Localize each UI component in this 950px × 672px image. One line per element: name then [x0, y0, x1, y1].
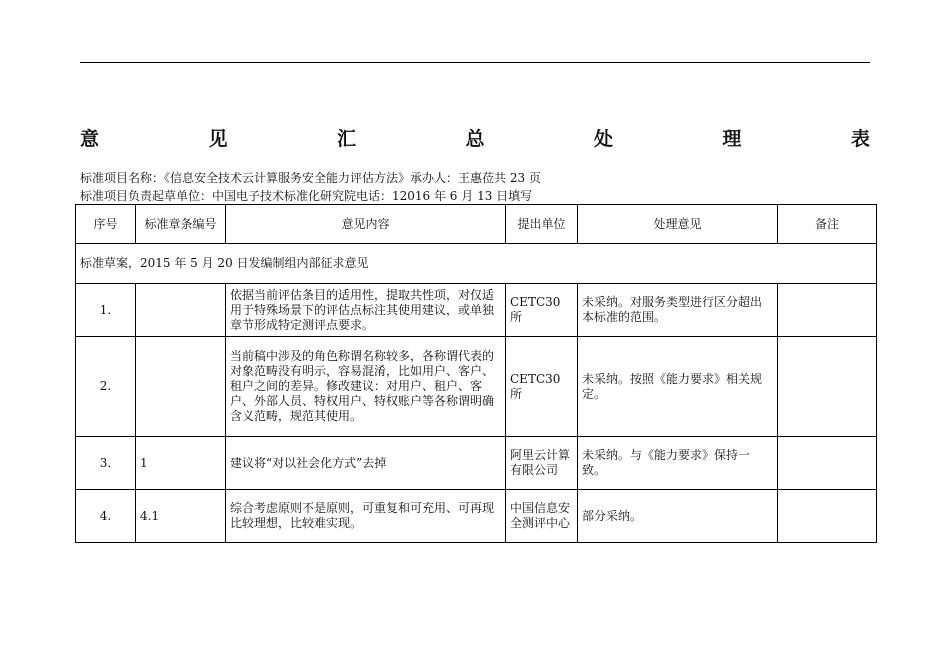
- project-name-line: 标准项目名称：《信息安全技术云计算服务安全能力评估方法》承办人：王惠莅共 23 页: [80, 171, 541, 185]
- page-title: [80, 124, 870, 151]
- row-seq: 2.: [76, 337, 136, 437]
- title-char: 处: [593, 128, 613, 150]
- section-label: 标准草案，2015 年 5 月 20 日发编制组内部征求意见: [76, 244, 877, 284]
- row-unit: 阿里云计算有限公司: [506, 437, 578, 490]
- row-unit: CETC30 所: [506, 337, 578, 437]
- title-char: 汇: [336, 128, 356, 150]
- row-opinion: 未采纳。对服务类型进行区分超出本标准的范围。: [578, 284, 778, 337]
- title-char: 见: [208, 128, 228, 150]
- header-opinion: 处理意见: [578, 205, 778, 244]
- section-row: [76, 244, 877, 284]
- row-content: 综合考虑原则不是原则，可重复和可充用、可再现比较理想，比较难实现。: [226, 490, 506, 543]
- row-chapter: 1: [136, 437, 226, 490]
- row-content: 当前稿中涉及的角色称谓名称较多，各称谓代表的对象范畴没有明示，容易混淆，比如用户、客户、租户之间的差异。修改建议：对用户、租户、客户、外部人员、特权用户、特权账户等各称谓明确含义范畴，规范其使用。: [226, 337, 506, 437]
- row-note: [778, 490, 877, 543]
- title-char: 意: [80, 128, 100, 150]
- row-opinion: 未采纳。按照《能力要求》相关规定。: [578, 337, 778, 437]
- row-chapter: 4.1: [136, 490, 226, 543]
- header-seq: 序号: [76, 205, 136, 244]
- comments-table: [75, 204, 877, 543]
- table-row: [76, 490, 877, 543]
- table-header-row: [76, 205, 877, 244]
- table-row: [76, 437, 877, 490]
- title-char: 理: [722, 128, 742, 150]
- row-chapter: [136, 284, 226, 337]
- row-seq: 1.: [76, 284, 136, 337]
- top-rule: [80, 62, 870, 63]
- header-chapter: 标准章条编号: [136, 205, 226, 244]
- row-opinion: 部分采纳。: [578, 490, 778, 543]
- row-unit: 中国信息安全测评中心: [506, 490, 578, 543]
- table-row: [76, 284, 877, 337]
- row-content: 建议将“对以社会化方式”去掉: [226, 437, 506, 490]
- row-seq: 3.: [76, 437, 136, 490]
- title-char: 表: [850, 128, 870, 150]
- row-opinion: 未采纳。与《能力要求》保持一致。: [578, 437, 778, 490]
- row-seq: 4.: [76, 490, 136, 543]
- table-row: [76, 337, 877, 437]
- row-content: 依据当前评估条目的适用性，提取共性项，对仅适用于特殊场景下的评估点标注其使用建议，或单独章节形成特定测评点要求。: [226, 284, 506, 337]
- row-chapter: [136, 337, 226, 437]
- title-char: 总: [465, 128, 485, 150]
- header-unit: 提出单位: [506, 205, 578, 244]
- row-note: [778, 284, 877, 337]
- header-note: 备注: [778, 205, 877, 244]
- row-note: [778, 337, 877, 437]
- row-unit: CETC30 所: [506, 284, 578, 337]
- row-note: [778, 437, 877, 490]
- header-content: 意见内容: [226, 205, 506, 244]
- drafting-unit-line: 标准项目负责起草单位：中国电子技术标准化研究院电话：12016 年 6 月 13 日填写: [80, 189, 533, 203]
